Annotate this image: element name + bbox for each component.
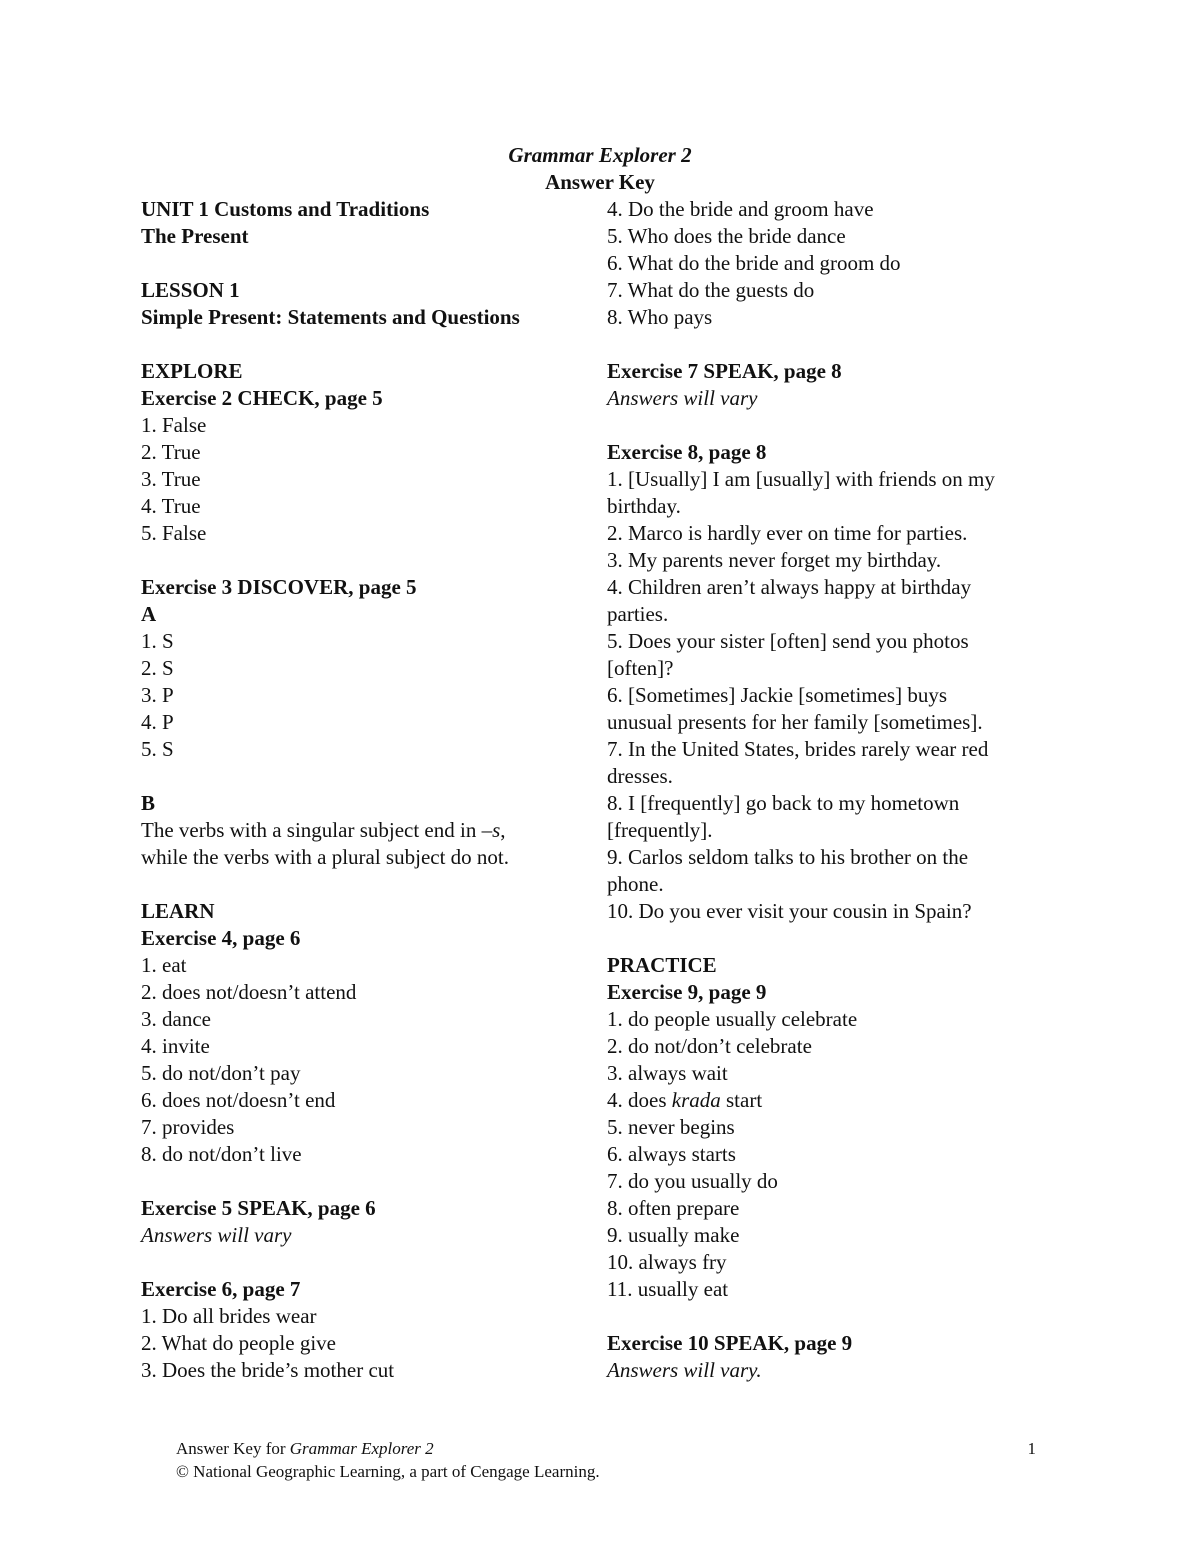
- exercise-5-heading: Exercise 5 SPEAK, page 6: [141, 1196, 376, 1220]
- list-item: 4. True: [141, 494, 201, 518]
- list-item: 8. often prepare: [607, 1196, 740, 1220]
- right-column: [607, 196, 1057, 1384]
- list-item: 6. What do the bride and groom do: [607, 251, 901, 275]
- unit-title: UNIT 1 Customs and Traditions: [141, 197, 430, 221]
- footer-copyright: © National Geographic Learning, a part of Cengage Learning.: [176, 1462, 600, 1481]
- list-item: 2. True: [141, 440, 201, 464]
- unit-subtitle: The Present: [141, 224, 249, 248]
- list-item: 1. S: [141, 629, 174, 653]
- exercise-7-heading: Exercise 7 SPEAK, page 8: [607, 359, 842, 383]
- list-item: 9. Carlos seldom talks to his brother on the: [607, 845, 969, 869]
- list-item-continuation: parties.: [607, 602, 669, 626]
- list-item: 9. usually make: [607, 1223, 740, 1247]
- list-item: 11. usually eat: [607, 1277, 729, 1301]
- list-item: 2. S: [141, 656, 174, 680]
- list-item: 6. does not/doesn’t end: [141, 1088, 336, 1112]
- list-item: 5. do not/don’t pay: [141, 1061, 301, 1085]
- list-item: 1. Do all brides wear: [141, 1304, 317, 1328]
- list-item: 4. P: [141, 710, 174, 734]
- exercise-3-heading: Exercise 3 DISCOVER, page 5: [141, 575, 417, 599]
- list-item: 10. always fry: [607, 1250, 727, 1274]
- section-learn: LEARN: [141, 899, 215, 923]
- exercise-10-heading: Exercise 10 SPEAK, page 9: [607, 1331, 853, 1355]
- list-item: 7. In the United States, brides rarely wear red: [607, 737, 989, 761]
- exercise-8-heading: Exercise 8, page 8: [607, 440, 767, 464]
- exercise-10-answer: Answers will vary.: [607, 1358, 762, 1382]
- list-item: 5. Who does the bride dance: [607, 224, 846, 248]
- left-column: [141, 196, 591, 1384]
- exercise-5-answer: Answers will vary: [141, 1223, 292, 1247]
- exercise-3-part-a: A: [141, 602, 157, 626]
- section-practice: PRACTICE: [607, 953, 717, 977]
- exercise-6-heading: Exercise 6, page 7: [141, 1277, 301, 1301]
- document-subtitle: Answer Key: [545, 170, 655, 194]
- list-item: 5. S: [141, 737, 174, 761]
- list-item: 4. does krada start: [607, 1088, 763, 1112]
- exercise-9-heading: Exercise 9, page 9: [607, 980, 767, 1004]
- lesson-label: LESSON 1: [141, 278, 240, 302]
- list-item-continuation: unusual presents for her family [sometimes].: [607, 710, 983, 734]
- list-item: 1. do people usually celebrate: [607, 1007, 858, 1031]
- list-item-continuation: [often]?: [607, 656, 674, 680]
- list-item-continuation: [frequently].: [607, 818, 713, 842]
- list-item: 5. Does your sister [often] send you photos: [607, 629, 969, 653]
- exercise-3-part-b: B: [141, 791, 156, 815]
- list-item: 1. False: [141, 413, 207, 437]
- list-item: 7. What do the guests do: [607, 278, 815, 302]
- list-item: 3. dance: [141, 1007, 211, 1031]
- list-item: 8. do not/don’t live: [141, 1142, 302, 1166]
- list-item: 3. always wait: [607, 1061, 728, 1085]
- list-item: 6. always starts: [607, 1142, 736, 1166]
- list-item: 1. [Usually] I am [usually] with friends on my: [607, 467, 995, 491]
- list-item: 6. [Sometimes] Jackie [sometimes] buys: [607, 683, 948, 707]
- list-item-continuation: dresses.: [607, 764, 673, 788]
- list-item: 3. My parents never forget my birthday.: [607, 548, 942, 572]
- list-item: 4. Children aren’t always happy at birthday: [607, 575, 972, 599]
- list-item: 3. True: [141, 467, 201, 491]
- exercise-3-b-answer-line-1: The verbs with a singular subject end in –s,: [141, 818, 506, 842]
- exercise-2-heading: Exercise 2 CHECK, page 5: [141, 386, 383, 410]
- list-item: 2. does not/doesn’t attend: [141, 980, 357, 1004]
- page-footer: [176, 1437, 1036, 1483]
- list-item: 5. never begins: [607, 1115, 735, 1139]
- list-item: 3. Does the bride’s mother cut: [141, 1358, 395, 1382]
- exercise-3-b-answer-line-2: while the verbs with a plural subject do not.: [141, 845, 510, 869]
- list-item: 2. Marco is hardly ever on time for parties.: [607, 521, 968, 545]
- document-title: Grammar Explorer 2: [508, 143, 692, 167]
- list-item-continuation: birthday.: [607, 494, 681, 518]
- list-item: 4. invite: [141, 1034, 210, 1058]
- lesson-title: Simple Present: Statements and Questions: [141, 305, 520, 329]
- exercise-4-heading: Exercise 4, page 6: [141, 926, 301, 950]
- list-item: 7. provides: [141, 1115, 235, 1139]
- section-explore: EXPLORE: [141, 359, 243, 383]
- exercise-7-answer: Answers will vary: [607, 386, 758, 410]
- list-item: 3. P: [141, 683, 174, 707]
- list-item: 1. eat: [141, 953, 187, 977]
- list-item: 2. What do people give: [141, 1331, 336, 1355]
- list-item: 2. do not/don’t celebrate: [607, 1034, 812, 1058]
- document-header: [0, 142, 1200, 196]
- list-item: 4. Do the bride and groom have: [607, 197, 874, 221]
- list-item: 10. Do you ever visit your cousin in Spain?: [607, 899, 972, 923]
- list-item: 8. I [frequently] go back to my hometown: [607, 791, 960, 815]
- list-item: 7. do you usually do: [607, 1169, 778, 1193]
- list-item-continuation: phone.: [607, 872, 664, 896]
- page-number: 1: [1027, 1439, 1036, 1458]
- footer-book-credit: Answer Key for Grammar Explorer 2: [176, 1439, 434, 1458]
- exercise-8-list: [607, 466, 1057, 925]
- list-item: 8. Who pays: [607, 305, 713, 329]
- list-item: 5. False: [141, 521, 207, 545]
